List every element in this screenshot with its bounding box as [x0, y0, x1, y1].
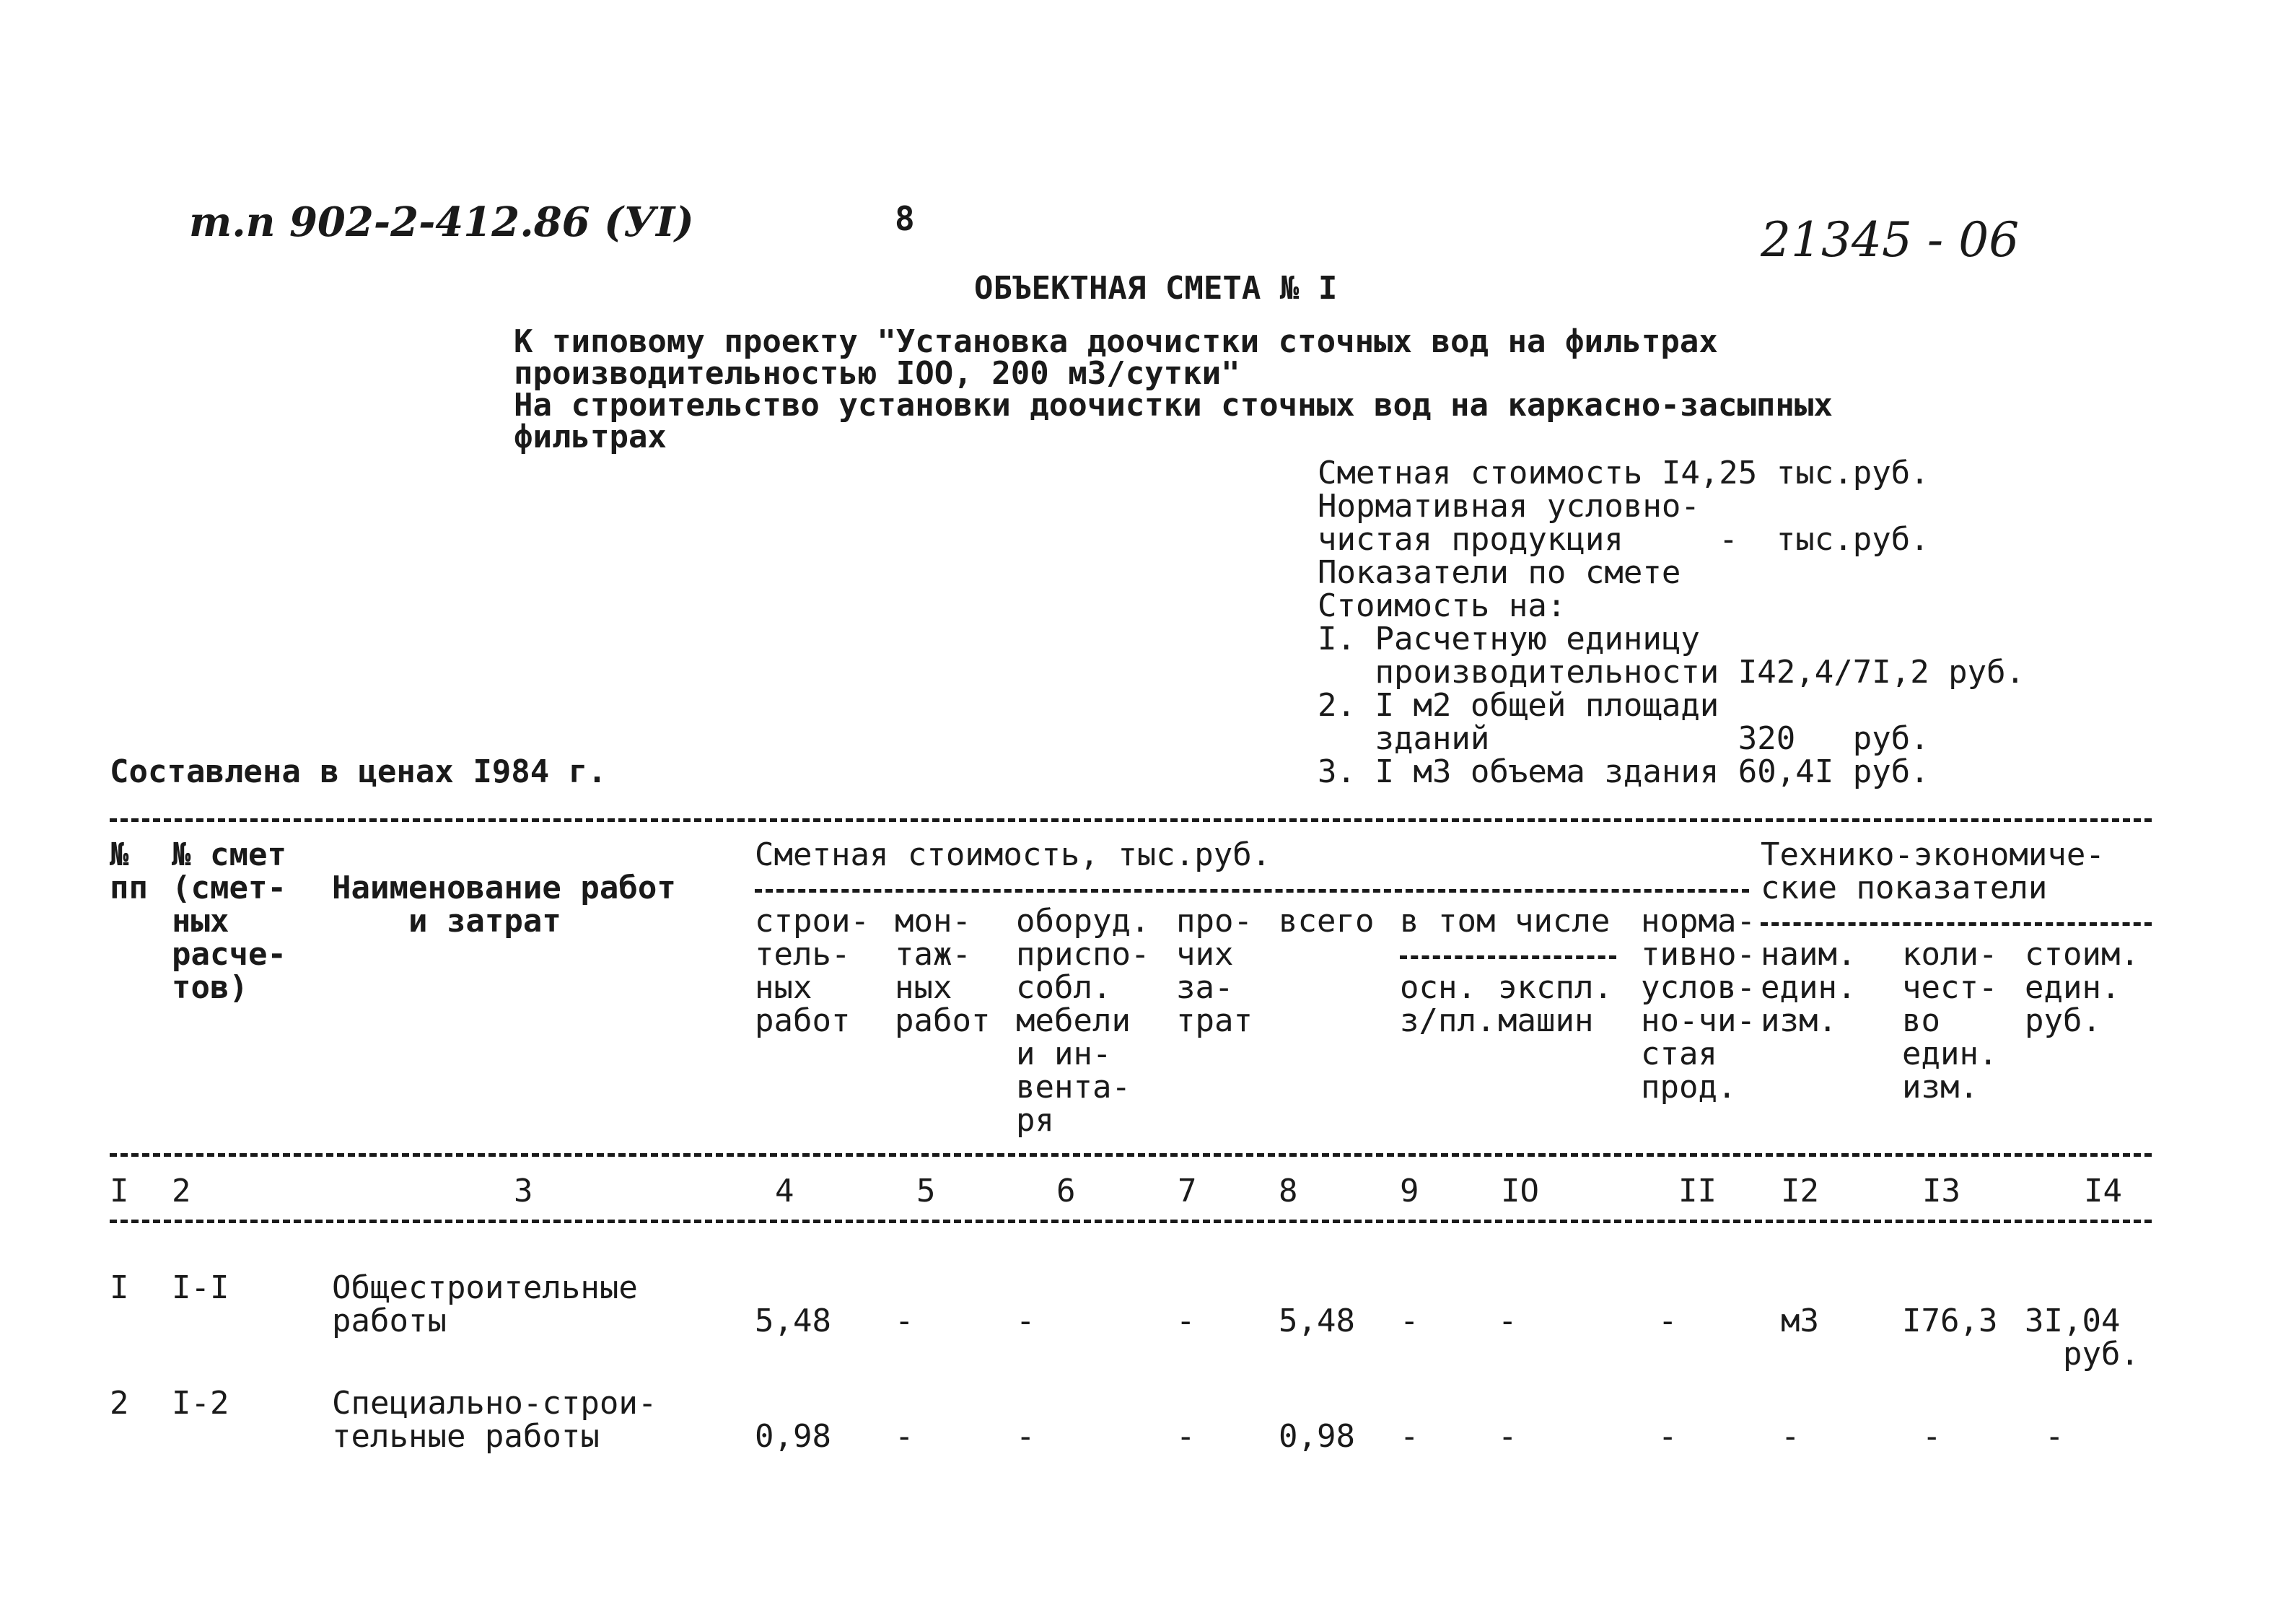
summary-line: Показатели по смете — [1318, 554, 1681, 591]
summary-line: 3. I м3 объема здания 60,4I руб. — [1318, 753, 1929, 790]
row-unit-name: - — [1781, 1418, 1800, 1455]
column-number: 8 — [1279, 1173, 1298, 1209]
column-number: I4 — [2084, 1173, 2122, 1209]
row-total: 5,48 — [1279, 1303, 1355, 1339]
summary-line: чистая продукция - тыс.руб. — [1318, 521, 1929, 558]
document-code: т.п 902-2-412.86 (УI) — [189, 198, 694, 246]
column-number: 7 — [1178, 1173, 1197, 1209]
header-cost-rule — [755, 889, 1749, 893]
row-equipment: - — [1016, 1303, 1035, 1339]
row-construction: 0,98 — [755, 1418, 831, 1455]
inventory-number: 21345 - 06 — [1761, 212, 2020, 268]
summary-line: I. Расчетную единицу — [1318, 621, 1700, 657]
row-smeta: I-I — [172, 1269, 229, 1306]
column-number: II — [1678, 1173, 1717, 1209]
intro-line-4: фильтрах — [514, 419, 667, 455]
row-installation: - — [895, 1303, 914, 1339]
row-other: - — [1176, 1303, 1196, 1339]
intro-line-3: На строительство установки доочистки сточных вод на каркасно-засыпных — [514, 387, 1833, 424]
column-number: 4 — [775, 1173, 794, 1209]
row-net-production: - — [1658, 1303, 1678, 1339]
table-top-rule — [110, 818, 2152, 822]
header-tech-rule — [1761, 922, 2152, 926]
row-base-wages: - — [1400, 1418, 1419, 1455]
row-machines: - — [1498, 1418, 1517, 1455]
header-total: всего — [1279, 903, 1375, 940]
table-body-rule — [110, 1220, 2152, 1223]
header-including: в том числе — [1400, 903, 1611, 940]
row-unit-name: м3 — [1781, 1303, 1819, 1339]
page-number: 8 — [895, 199, 915, 238]
header-equipment: оборуд. приспо- собл. мебели и ин- вента- ря — [1016, 903, 1150, 1139]
row-unit-cost: - — [2045, 1418, 2064, 1455]
header-unit-name: наим. един. изм. — [1761, 936, 1857, 1039]
row-name: Общестроительные работы — [332, 1269, 638, 1339]
row-unit-cost: 3I,04 руб. — [2025, 1303, 2139, 1373]
column-number: 6 — [1056, 1173, 1076, 1209]
column-number: 2 — [172, 1173, 191, 1209]
document-title: ОБЪЕКТНАЯ СМЕТА № I — [974, 270, 1338, 307]
row-equipment: - — [1016, 1418, 1035, 1455]
header-unit-quantity: коли- чест- во един. изм. — [1902, 936, 1998, 1106]
row-construction: 5,48 — [755, 1303, 831, 1339]
header-net-production: норма- тивно- услов- но-чи- стая прод. — [1641, 903, 1756, 1106]
summary-line: Сметная стоимость I4,25 тыс.руб. — [1318, 455, 1929, 491]
row-base-wages: - — [1400, 1303, 1419, 1339]
summary-line: Нормативная условно- — [1318, 488, 1700, 525]
row-machines: - — [1498, 1303, 1517, 1339]
row-unit-quantity: - — [1922, 1418, 1942, 1455]
column-number: I2 — [1781, 1173, 1819, 1209]
column-number: 5 — [916, 1173, 936, 1209]
row-other: - — [1176, 1418, 1196, 1455]
summary-line: 2. I м2 общей площади — [1318, 687, 1719, 724]
header-including-rule — [1400, 955, 1616, 959]
header-cost-group: Сметная стоимость, тыс.руб. — [755, 836, 1271, 873]
summary-line: производительности I42,4/7I,2 руб. — [1318, 654, 2025, 691]
header-installation-works: мон- таж- ных работ — [895, 903, 991, 1039]
row-total: 0,98 — [1279, 1418, 1355, 1455]
row-smeta: I-2 — [172, 1385, 229, 1422]
column-number: 3 — [514, 1173, 533, 1209]
column-number: I — [110, 1173, 129, 1209]
row-installation: - — [895, 1418, 914, 1455]
row-number: I — [110, 1269, 129, 1306]
prices-note: Составлена в ценах I984 г. — [110, 753, 607, 790]
header-machines: экспл. машин — [1498, 969, 1613, 1039]
column-number: IO — [1501, 1173, 1539, 1209]
column-number: 9 — [1400, 1173, 1419, 1209]
row-number: 2 — [110, 1385, 129, 1422]
summary-line: Стоимость на: — [1318, 587, 1567, 624]
header-base-wages: осн. з/пл. — [1400, 969, 1496, 1039]
intro-line-1: К типовому проекту "Установка доочистки сточных вод на фильтрах — [514, 323, 1718, 360]
header-construction-works: строи- тель- ных работ — [755, 903, 869, 1039]
header-other-costs: про- чих за- трат — [1176, 903, 1253, 1039]
summary-line: зданий 320 руб. — [1318, 720, 1929, 757]
header-smeta-number: № смет (смет- ных расче- тов) — [172, 836, 286, 1006]
column-number: I3 — [1922, 1173, 1960, 1209]
header-unit-cost: стоим. един. руб. — [2025, 936, 2139, 1039]
header-row-number: № пп — [110, 836, 148, 906]
header-work-name: Наименование работ и затрат — [332, 870, 676, 940]
row-name: Специально-строи- тельные работы — [332, 1385, 657, 1455]
table-header-rule — [110, 1153, 2152, 1157]
row-unit-quantity: I76,3 — [1902, 1303, 1998, 1339]
intro-line-2: производительностью IOO, 200 м3/сутки" — [514, 355, 1240, 392]
header-tech-group: Технико-экономиче- ские показатели — [1761, 836, 2105, 906]
row-net-production: - — [1658, 1418, 1678, 1455]
